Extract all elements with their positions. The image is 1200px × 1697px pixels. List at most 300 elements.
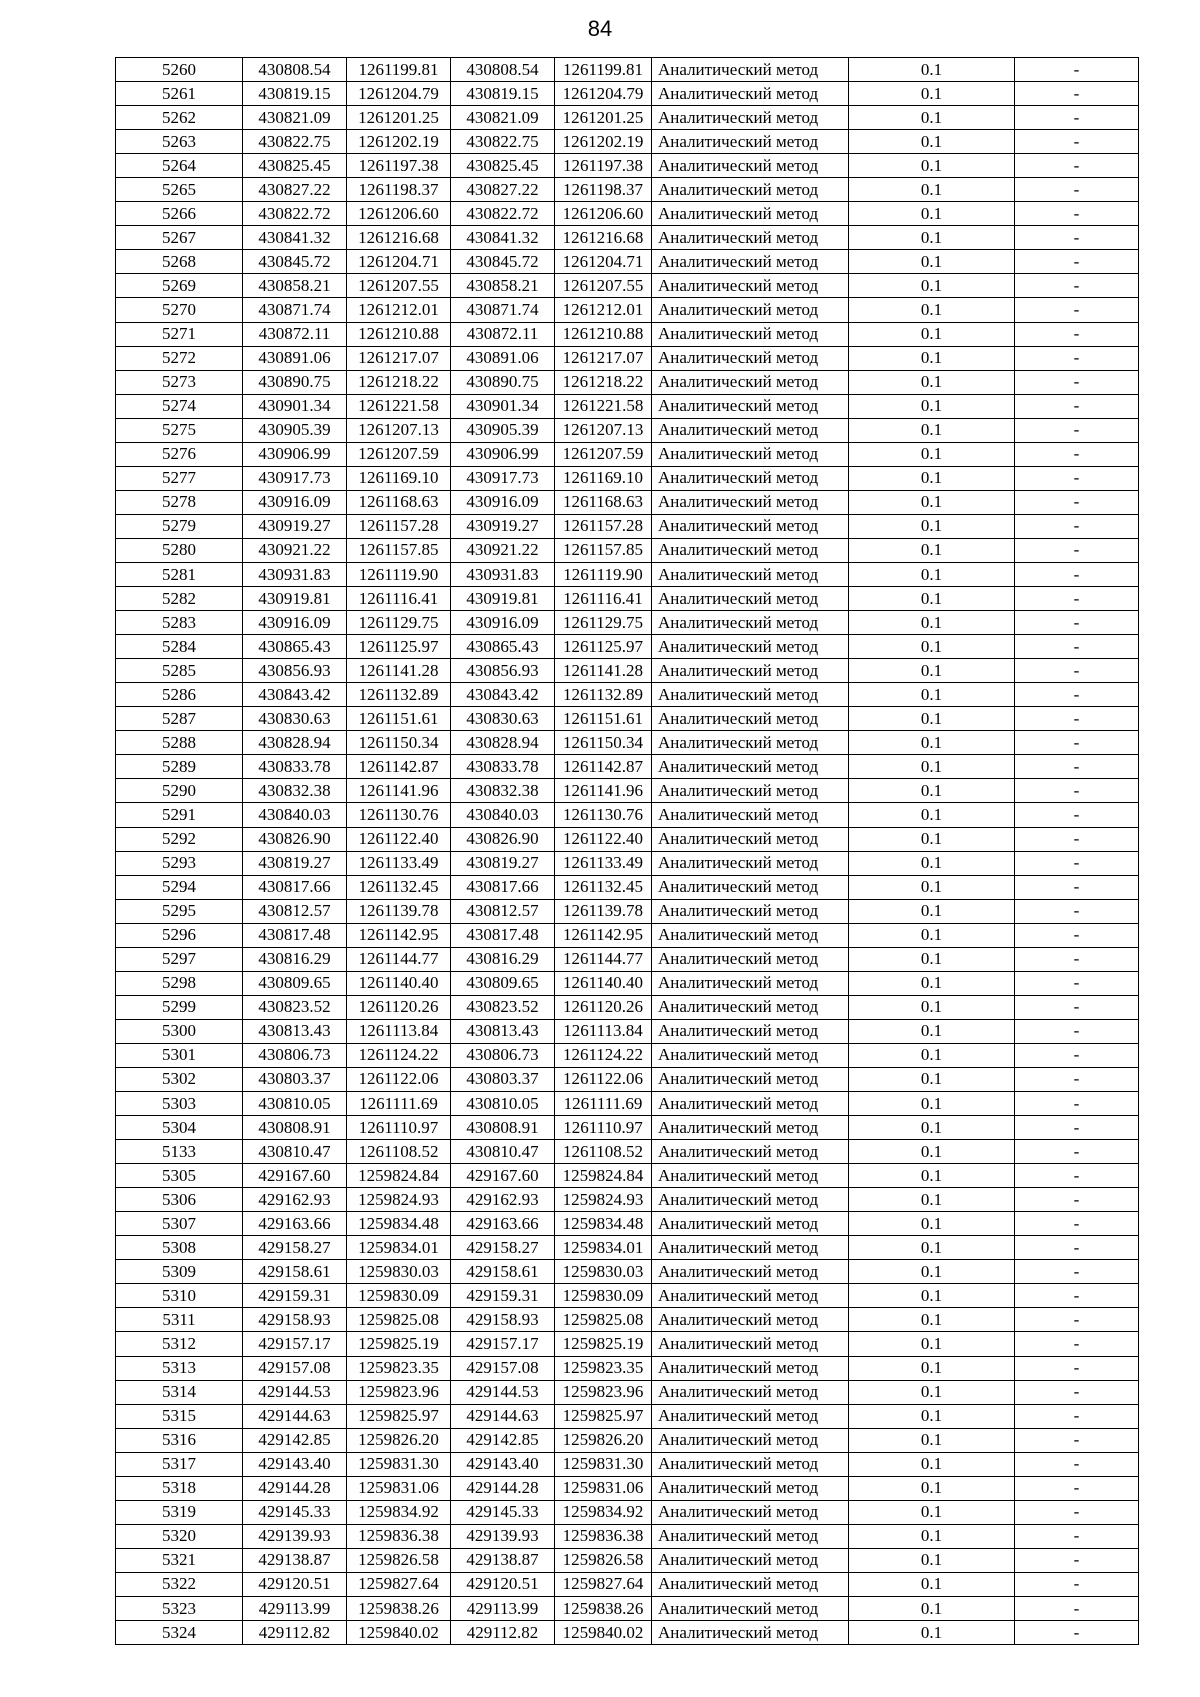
table-row — [116, 1067, 1139, 1091]
y-new-cell: 1261124.22 — [555, 1043, 652, 1067]
method-cell: Аналитический метод — [652, 1356, 849, 1380]
x-new-cell: 430865.43 — [451, 635, 555, 659]
y-new-cell: 1261122.40 — [555, 827, 652, 851]
table-row — [116, 779, 1139, 803]
note-cell: - — [1015, 803, 1139, 827]
x-old-cell: 430919.27 — [243, 514, 347, 538]
accuracy-cell: 0.1 — [849, 490, 1015, 514]
x-new-cell: 430871.74 — [451, 298, 555, 322]
x-new-cell: 430917.73 — [451, 466, 555, 490]
x-old-cell: 430872.11 — [243, 322, 347, 346]
table-row — [116, 947, 1139, 971]
x-old-cell: 429113.99 — [243, 1597, 347, 1621]
note-cell: - — [1015, 58, 1139, 82]
point-number-cell: 5282 — [116, 587, 243, 611]
method-cell: Аналитический метод — [652, 827, 849, 851]
y-old-cell: 1261201.25 — [347, 106, 451, 130]
point-number-cell: 5263 — [116, 130, 243, 154]
x-old-cell: 430845.72 — [243, 250, 347, 274]
y-old-cell: 1261129.75 — [347, 611, 451, 635]
method-cell: Аналитический метод — [652, 274, 849, 298]
note-cell: - — [1015, 659, 1139, 683]
point-number-cell: 5281 — [116, 562, 243, 586]
table-row — [116, 1188, 1139, 1212]
x-old-cell: 430931.83 — [243, 562, 347, 586]
y-new-cell: 1261212.01 — [555, 298, 652, 322]
x-old-cell: 429162.93 — [243, 1188, 347, 1212]
table-row — [116, 202, 1139, 226]
table-row — [116, 274, 1139, 298]
x-old-cell: 429158.93 — [243, 1308, 347, 1332]
table-row — [116, 1092, 1139, 1116]
y-new-cell: 1261218.22 — [555, 370, 652, 394]
point-number-cell: 5280 — [116, 538, 243, 562]
y-old-cell: 1261142.87 — [347, 755, 451, 779]
y-new-cell: 1259825.97 — [555, 1404, 652, 1428]
note-cell: - — [1015, 899, 1139, 923]
method-cell: Аналитический метод — [652, 1284, 849, 1308]
point-number-cell: 5284 — [116, 635, 243, 659]
accuracy-cell: 0.1 — [849, 562, 1015, 586]
accuracy-cell: 0.1 — [849, 827, 1015, 851]
method-cell: Аналитический метод — [652, 659, 849, 683]
y-old-cell: 1261207.55 — [347, 274, 451, 298]
y-old-cell: 1259831.30 — [347, 1452, 451, 1476]
y-old-cell: 1261202.19 — [347, 130, 451, 154]
method-cell: Аналитический метод — [652, 202, 849, 226]
note-cell: - — [1015, 562, 1139, 586]
accuracy-cell: 0.1 — [849, 1356, 1015, 1380]
note-cell: - — [1015, 875, 1139, 899]
method-cell: Аналитический метод — [652, 442, 849, 466]
method-cell: Аналитический метод — [652, 370, 849, 394]
y-new-cell: 1261207.59 — [555, 442, 652, 466]
point-number-cell: 5310 — [116, 1284, 243, 1308]
y-new-cell: 1259823.35 — [555, 1356, 652, 1380]
coordinates-table — [115, 57, 1139, 1645]
table-row — [116, 1356, 1139, 1380]
x-old-cell: 430865.43 — [243, 635, 347, 659]
accuracy-cell: 0.1 — [849, 1428, 1015, 1452]
point-number-cell: 5278 — [116, 490, 243, 514]
note-cell: - — [1015, 1428, 1139, 1452]
x-new-cell: 430845.72 — [451, 250, 555, 274]
method-cell: Аналитический метод — [652, 1404, 849, 1428]
note-cell: - — [1015, 923, 1139, 947]
point-number-cell: 5288 — [116, 731, 243, 755]
accuracy-cell: 0.1 — [849, 875, 1015, 899]
y-new-cell: 1259823.96 — [555, 1380, 652, 1404]
note-cell: - — [1015, 707, 1139, 731]
point-number-cell: 5268 — [116, 250, 243, 274]
note-cell: - — [1015, 514, 1139, 538]
note-cell: - — [1015, 587, 1139, 611]
x-old-cell: 429144.53 — [243, 1380, 347, 1404]
x-new-cell: 429142.85 — [451, 1428, 555, 1452]
accuracy-cell: 0.1 — [849, 683, 1015, 707]
x-new-cell: 430816.29 — [451, 947, 555, 971]
accuracy-cell: 0.1 — [849, 1548, 1015, 1572]
x-old-cell: 429144.28 — [243, 1476, 347, 1500]
table-row — [116, 154, 1139, 178]
y-old-cell: 1259831.06 — [347, 1476, 451, 1500]
accuracy-cell: 0.1 — [849, 346, 1015, 370]
y-new-cell: 1259825.08 — [555, 1308, 652, 1332]
point-number-cell: 5317 — [116, 1452, 243, 1476]
y-old-cell: 1259830.09 — [347, 1284, 451, 1308]
y-new-cell: 1261207.55 — [555, 274, 652, 298]
note-cell: - — [1015, 995, 1139, 1019]
x-new-cell: 430843.42 — [451, 683, 555, 707]
x-old-cell: 430841.32 — [243, 226, 347, 250]
x-old-cell: 430906.99 — [243, 442, 347, 466]
table-row — [116, 1164, 1139, 1188]
accuracy-cell: 0.1 — [849, 1621, 1015, 1645]
x-new-cell: 429158.61 — [451, 1260, 555, 1284]
point-number-cell: 5293 — [116, 851, 243, 875]
method-cell: Аналитический метод — [652, 562, 849, 586]
x-new-cell: 429112.82 — [451, 1621, 555, 1645]
note-cell: - — [1015, 1380, 1139, 1404]
note-cell: - — [1015, 346, 1139, 370]
y-new-cell: 1261142.95 — [555, 923, 652, 947]
table-row — [116, 755, 1139, 779]
table-row — [116, 1621, 1139, 1645]
y-old-cell: 1261140.40 — [347, 971, 451, 995]
note-cell: - — [1015, 1404, 1139, 1428]
accuracy-cell: 0.1 — [849, 755, 1015, 779]
method-cell: Аналитический метод — [652, 250, 849, 274]
note-cell: - — [1015, 611, 1139, 635]
y-new-cell: 1259826.20 — [555, 1428, 652, 1452]
x-new-cell: 430822.72 — [451, 202, 555, 226]
note-cell: - — [1015, 827, 1139, 851]
accuracy-cell: 0.1 — [849, 587, 1015, 611]
point-number-cell: 5291 — [116, 803, 243, 827]
table-row — [116, 803, 1139, 827]
note-cell: - — [1015, 1356, 1139, 1380]
note-cell: - — [1015, 1140, 1139, 1164]
point-number-cell: 5318 — [116, 1476, 243, 1500]
y-new-cell: 1261129.75 — [555, 611, 652, 635]
accuracy-cell: 0.1 — [849, 1188, 1015, 1212]
x-new-cell: 429113.99 — [451, 1597, 555, 1621]
note-cell: - — [1015, 466, 1139, 490]
point-number-cell: 5277 — [116, 466, 243, 490]
method-cell: Аналитический метод — [652, 995, 849, 1019]
accuracy-cell: 0.1 — [849, 1236, 1015, 1260]
table-row — [116, 899, 1139, 923]
x-old-cell: 430808.54 — [243, 58, 347, 82]
accuracy-cell: 0.1 — [849, 923, 1015, 947]
note-cell: - — [1015, 274, 1139, 298]
accuracy-cell: 0.1 — [849, 1572, 1015, 1596]
point-number-cell: 5267 — [116, 226, 243, 250]
table-row — [116, 707, 1139, 731]
point-number-cell: 5296 — [116, 923, 243, 947]
x-old-cell: 430891.06 — [243, 346, 347, 370]
y-old-cell: 1261116.41 — [347, 587, 451, 611]
point-number-cell: 5266 — [116, 202, 243, 226]
method-cell: Аналитический метод — [652, 514, 849, 538]
x-new-cell: 429158.93 — [451, 1308, 555, 1332]
x-new-cell: 429158.27 — [451, 1236, 555, 1260]
method-cell: Аналитический метод — [652, 178, 849, 202]
accuracy-cell: 0.1 — [849, 1332, 1015, 1356]
y-old-cell: 1261206.60 — [347, 202, 451, 226]
x-old-cell: 430809.65 — [243, 971, 347, 995]
method-cell: Аналитический метод — [652, 1067, 849, 1091]
y-new-cell: 1261157.85 — [555, 538, 652, 562]
y-old-cell: 1261111.69 — [347, 1092, 451, 1116]
table-row — [116, 1452, 1139, 1476]
y-new-cell: 1261132.89 — [555, 683, 652, 707]
note-cell: - — [1015, 1260, 1139, 1284]
x-new-cell: 430827.22 — [451, 178, 555, 202]
x-old-cell: 430822.75 — [243, 130, 347, 154]
note-cell: - — [1015, 1092, 1139, 1116]
y-new-cell: 1261204.79 — [555, 82, 652, 106]
table-row — [116, 562, 1139, 586]
note-cell: - — [1015, 130, 1139, 154]
x-old-cell: 430916.09 — [243, 490, 347, 514]
point-number-cell: 5279 — [116, 514, 243, 538]
accuracy-cell: 0.1 — [849, 394, 1015, 418]
y-new-cell: 1261151.61 — [555, 707, 652, 731]
method-cell: Аналитический метод — [652, 1188, 849, 1212]
table-row — [116, 418, 1139, 442]
accuracy-cell: 0.1 — [849, 1043, 1015, 1067]
x-old-cell: 430813.43 — [243, 1019, 347, 1043]
method-cell: Аналитический метод — [652, 394, 849, 418]
table-row — [116, 82, 1139, 106]
y-new-cell: 1261122.06 — [555, 1067, 652, 1091]
note-cell: - — [1015, 418, 1139, 442]
x-old-cell: 430830.63 — [243, 707, 347, 731]
y-old-cell: 1261221.58 — [347, 394, 451, 418]
accuracy-cell: 0.1 — [849, 1500, 1015, 1524]
y-old-cell: 1261157.28 — [347, 514, 451, 538]
method-cell: Аналитический метод — [652, 1260, 849, 1284]
note-cell: - — [1015, 1476, 1139, 1500]
x-new-cell: 430825.45 — [451, 154, 555, 178]
table-row — [116, 851, 1139, 875]
y-old-cell: 1261108.52 — [347, 1140, 451, 1164]
table-row — [116, 611, 1139, 635]
x-old-cell: 430833.78 — [243, 755, 347, 779]
x-new-cell: 429157.08 — [451, 1356, 555, 1380]
y-new-cell: 1261157.28 — [555, 514, 652, 538]
table-row — [116, 635, 1139, 659]
y-new-cell: 1261110.97 — [555, 1116, 652, 1140]
x-new-cell: 430808.54 — [451, 58, 555, 82]
note-cell: - — [1015, 1236, 1139, 1260]
note-cell: - — [1015, 250, 1139, 274]
note-cell: - — [1015, 1043, 1139, 1067]
table-row — [116, 514, 1139, 538]
y-new-cell: 1259824.84 — [555, 1164, 652, 1188]
table-row — [116, 1116, 1139, 1140]
x-old-cell: 430843.42 — [243, 683, 347, 707]
accuracy-cell: 0.1 — [849, 58, 1015, 82]
y-new-cell: 1259827.64 — [555, 1572, 652, 1596]
point-number-cell: 5295 — [116, 899, 243, 923]
x-new-cell: 430916.09 — [451, 611, 555, 635]
point-number-cell: 5323 — [116, 1597, 243, 1621]
point-number-cell: 5315 — [116, 1404, 243, 1428]
y-new-cell: 1261111.69 — [555, 1092, 652, 1116]
x-new-cell: 429159.31 — [451, 1284, 555, 1308]
accuracy-cell: 0.1 — [849, 1380, 1015, 1404]
x-old-cell: 430821.09 — [243, 106, 347, 130]
y-old-cell: 1261132.89 — [347, 683, 451, 707]
point-number-cell: 5309 — [116, 1260, 243, 1284]
table-row — [116, 1260, 1139, 1284]
y-new-cell: 1261119.90 — [555, 562, 652, 586]
note-cell: - — [1015, 683, 1139, 707]
y-new-cell: 1261142.87 — [555, 755, 652, 779]
note-cell: - — [1015, 394, 1139, 418]
y-old-cell: 1261207.13 — [347, 418, 451, 442]
y-new-cell: 1259830.03 — [555, 1260, 652, 1284]
x-new-cell: 430828.94 — [451, 731, 555, 755]
method-cell: Аналитический метод — [652, 683, 849, 707]
y-old-cell: 1261212.01 — [347, 298, 451, 322]
method-cell: Аналитический метод — [652, 538, 849, 562]
x-new-cell: 430806.73 — [451, 1043, 555, 1067]
x-new-cell: 430809.65 — [451, 971, 555, 995]
method-cell: Аналитический метод — [652, 947, 849, 971]
y-old-cell: 1259834.48 — [347, 1212, 451, 1236]
x-old-cell: 430828.94 — [243, 731, 347, 755]
method-cell: Аналитический метод — [652, 346, 849, 370]
table-row — [116, 1140, 1139, 1164]
accuracy-cell: 0.1 — [849, 178, 1015, 202]
accuracy-cell: 0.1 — [849, 298, 1015, 322]
y-old-cell: 1259836.38 — [347, 1524, 451, 1548]
point-number-cell: 5300 — [116, 1019, 243, 1043]
table-row — [116, 130, 1139, 154]
table-row — [116, 322, 1139, 346]
note-cell: - — [1015, 1116, 1139, 1140]
method-cell: Аналитический метод — [652, 1548, 849, 1572]
table-row — [116, 1500, 1139, 1524]
y-old-cell: 1261210.88 — [347, 322, 451, 346]
y-old-cell: 1259838.26 — [347, 1597, 451, 1621]
point-number-cell: 5313 — [116, 1356, 243, 1380]
method-cell: Аналитический метод — [652, 322, 849, 346]
x-new-cell: 429157.17 — [451, 1332, 555, 1356]
x-new-cell: 430826.90 — [451, 827, 555, 851]
table-row — [116, 731, 1139, 755]
method-cell: Аналитический метод — [652, 1116, 849, 1140]
method-cell: Аналитический метод — [652, 755, 849, 779]
note-cell: - — [1015, 370, 1139, 394]
y-old-cell: 1259823.96 — [347, 1380, 451, 1404]
accuracy-cell: 0.1 — [849, 1140, 1015, 1164]
x-old-cell: 429157.17 — [243, 1332, 347, 1356]
point-number-cell: 5324 — [116, 1621, 243, 1645]
x-old-cell: 430810.47 — [243, 1140, 347, 1164]
point-number-cell: 5286 — [116, 683, 243, 707]
x-new-cell: 429162.93 — [451, 1188, 555, 1212]
method-cell: Аналитический метод — [652, 82, 849, 106]
y-old-cell: 1259825.97 — [347, 1404, 451, 1428]
x-new-cell: 430890.75 — [451, 370, 555, 394]
table-row — [116, 683, 1139, 707]
x-new-cell: 429120.51 — [451, 1572, 555, 1596]
y-old-cell: 1261132.45 — [347, 875, 451, 899]
x-new-cell: 430916.09 — [451, 490, 555, 514]
y-old-cell: 1261204.79 — [347, 82, 451, 106]
y-old-cell: 1259834.92 — [347, 1500, 451, 1524]
y-new-cell: 1261206.60 — [555, 202, 652, 226]
table-row — [116, 250, 1139, 274]
accuracy-cell: 0.1 — [849, 466, 1015, 490]
accuracy-cell: 0.1 — [849, 611, 1015, 635]
accuracy-cell: 0.1 — [849, 1019, 1015, 1043]
x-old-cell: 430825.45 — [243, 154, 347, 178]
x-new-cell: 430823.52 — [451, 995, 555, 1019]
y-new-cell: 1261108.52 — [555, 1140, 652, 1164]
y-new-cell: 1261198.37 — [555, 178, 652, 202]
accuracy-cell: 0.1 — [849, 731, 1015, 755]
method-cell: Аналитический метод — [652, 466, 849, 490]
y-old-cell: 1261151.61 — [347, 707, 451, 731]
table-row — [116, 1404, 1139, 1428]
x-new-cell: 429144.63 — [451, 1404, 555, 1428]
note-cell: - — [1015, 1284, 1139, 1308]
y-new-cell: 1259834.48 — [555, 1212, 652, 1236]
method-cell: Аналитический метод — [652, 1212, 849, 1236]
table-row — [116, 1308, 1139, 1332]
y-old-cell: 1261122.40 — [347, 827, 451, 851]
table-row — [116, 1597, 1139, 1621]
point-number-cell: 5316 — [116, 1428, 243, 1452]
x-new-cell: 429163.66 — [451, 1212, 555, 1236]
point-number-cell: 5283 — [116, 611, 243, 635]
accuracy-cell: 0.1 — [849, 82, 1015, 106]
table-row — [116, 1428, 1139, 1452]
accuracy-cell: 0.1 — [849, 538, 1015, 562]
y-old-cell: 1261216.68 — [347, 226, 451, 250]
point-number-cell: 5299 — [116, 995, 243, 1019]
y-new-cell: 1261139.78 — [555, 899, 652, 923]
note-cell: - — [1015, 1212, 1139, 1236]
note-cell: - — [1015, 1500, 1139, 1524]
x-old-cell: 430916.09 — [243, 611, 347, 635]
table-row — [116, 106, 1139, 130]
note-cell: - — [1015, 226, 1139, 250]
x-new-cell: 430810.05 — [451, 1092, 555, 1116]
x-old-cell: 430827.22 — [243, 178, 347, 202]
accuracy-cell: 0.1 — [849, 202, 1015, 226]
y-new-cell: 1259836.38 — [555, 1524, 652, 1548]
accuracy-cell: 0.1 — [849, 1116, 1015, 1140]
x-new-cell: 430841.32 — [451, 226, 555, 250]
note-cell: - — [1015, 1572, 1139, 1596]
x-old-cell: 429163.66 — [243, 1212, 347, 1236]
y-old-cell: 1261198.37 — [347, 178, 451, 202]
note-cell: - — [1015, 635, 1139, 659]
table-row — [116, 226, 1139, 250]
x-old-cell: 430819.15 — [243, 82, 347, 106]
method-cell: Аналитический метод — [652, 1524, 849, 1548]
point-number-cell: 5298 — [116, 971, 243, 995]
accuracy-cell: 0.1 — [849, 226, 1015, 250]
accuracy-cell: 0.1 — [849, 370, 1015, 394]
method-cell: Аналитический метод — [652, 58, 849, 82]
